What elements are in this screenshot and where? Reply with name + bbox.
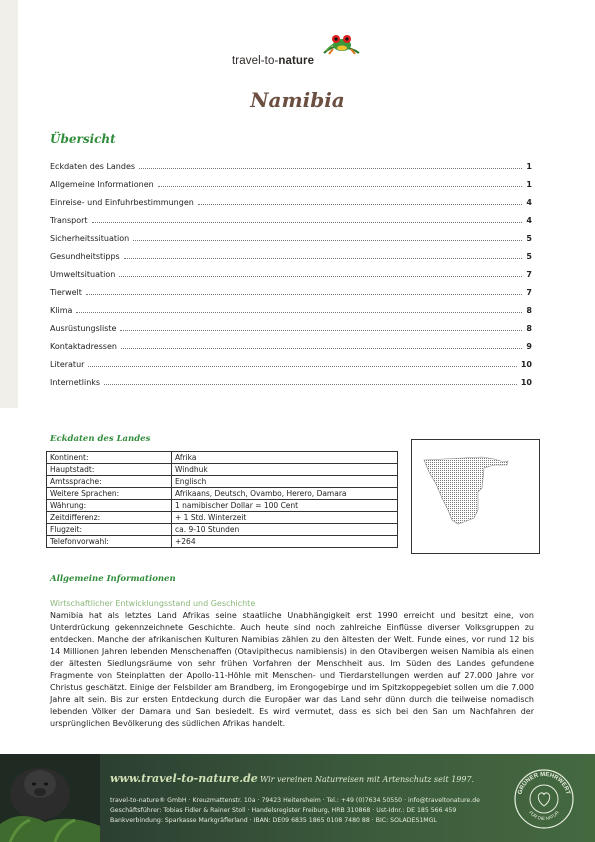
toc-leader-dots [86,288,523,295]
facts-table [46,451,398,548]
toc-leader-dots [133,234,522,241]
toc-item-label: Internetlinks [50,378,101,387]
facts-key: Währung: [47,500,172,512]
facts-row [47,512,398,524]
toc-item-page: 10 [520,378,532,387]
toc-item[interactable] [50,270,532,288]
toc-leader-dots [119,270,522,277]
toc-item-label: Sicherheitssituation [50,234,130,243]
toc-item-page: 4 [526,198,532,207]
facts-value: Englisch [172,476,398,488]
gorilla-photo-icon [0,754,100,842]
footer-url-link[interactable]: www.travel-to-nature.de [110,772,258,785]
footer-bank: Bankverbindung: Sparkasse Markgräflerland · IBAN: DE09 6835 1865 0108 7480 88 · BIC: SOLADES1MGL [110,817,437,824]
history-paragraph: Namibia hat als letztes Land Afrikas seine staatliche Unabhängigkeit erst 1990 erreicht und besitzt eine, von Unterdrückung gekennzeichnete Geschichte. Auch heute sind noch zahlreiche Einflüsse diverser Volksgruppen zu entdecken. Manche der afrikanischen Kulturen Namibias zählen zu den ältesten der Welt. Funde eines, vor rund 12 bis 14 Millionen Jahren lebenden Menschenaffen (Otavipithecus namibiensis) in den Otavibergen weisen Namibia als einen der ältesten Siedlungsräume von sehr frühen Vorfahren der Menschheit aus. Im Süden des Landes gefundene Fragmente von Steinplatten der Apollo-11-Höhle mit Menschen- und Tierdarstellungen werden auf 27.000 Jahre vor Christus geschätzt. Einige der Felsbilder am Brandberg, im Erongogebirge und im Spitzkoppegebiet sollen um die 7.000 Jahre alt sein. Bis zur ersten Entdeckung durch die Europäer war das Land sehr dünn durch die teilweise nomadisch lebenden Völker der Damara und San besiedelt. Es wird vermutet, dass es sich bei den San um Nachfahren der ursprünglichen Bevölkerung des südlichen Afrikas handelt. [50,611,534,728]
toc-leader-dots [92,216,523,223]
toc-leader-dots [158,180,523,187]
facts-value: Afrikaans, Deutsch, Ovambo, Herero, Damara [172,488,398,500]
facts-row [47,500,398,512]
toc-item-page: 9 [526,342,532,351]
page-title: Namibia [250,88,345,112]
facts-value: 1 namibischer Dollar = 100 Cent [172,500,398,512]
toc-item-page: 7 [526,270,532,279]
facts-heading: Eckdaten des Landes [50,434,151,444]
footer [0,754,595,842]
toc-item[interactable] [50,198,532,216]
toc-leader-dots [76,306,522,313]
toc-leader-dots [139,162,522,169]
table-of-contents [50,162,532,396]
toc-leader-dots [120,324,522,331]
left-margin-band [0,0,18,408]
toc-item[interactable] [50,162,532,180]
toc-item[interactable] [50,342,532,360]
toc-item[interactable] [50,288,532,306]
toc-item-page: 8 [526,324,532,333]
toc-item-label: Allgemeine Informationen [50,180,154,189]
toc-leader-dots [88,360,516,367]
toc-item-label: Umweltsituation [50,270,116,279]
facts-row [47,464,398,476]
footer-address: travel-to-nature® GmbH · Kreuzmattenstr. 10a · 79423 Heitersheim · Tel.: +49 (0)7634 50550 · info@traveltonature.de [110,797,480,804]
toc-item-page: 1 [526,162,532,171]
logo-wordmark[interactable] [232,55,314,67]
toc-item-label: Transport [50,216,88,225]
svg-text:GRÜNER MEHRWERT [517,772,570,796]
toc-item-label: Literatur [50,360,85,369]
toc-item[interactable] [50,216,532,234]
facts-row [47,488,398,500]
toc-leader-dots [124,252,523,259]
facts-row [47,452,398,464]
toc-item-page: 10 [520,360,532,369]
facts-key: Telefonvorwahl: [47,536,172,548]
overview-heading: Übersicht [50,132,116,146]
toc-item[interactable] [50,306,532,324]
facts-row [47,536,398,548]
toc-item[interactable] [50,378,532,396]
footer-registry: Geschäftsführer: Tobias Fidler & Rainer Stoll · Handelsregister Freiburg, HRB 310868 · Ust-Idnr.: DE 185 566 459 [110,807,457,814]
facts-row [47,476,398,488]
namibia-map [411,439,540,554]
seal-top-text: GRÜNER MEHRWERT [517,771,571,796]
toc-item-label: Einreise- und Einfuhrbestimmungen [50,198,194,207]
toc-item-page: 8 [526,306,532,315]
logo-text-prefix: travel-to- [232,55,279,67]
gruener-mehrwert-seal-icon [513,768,575,830]
footer-slogan: Wir vereinen Naturreisen mit Artenschutz seit 1997. [260,775,475,784]
facts-value: + 1 Std. Winterzeit [172,512,398,524]
facts-key: Amtssprache: [47,476,172,488]
facts-key: Flugzeit: [47,524,172,536]
toc-leader-dots [121,342,522,349]
toc-item-page: 7 [526,288,532,297]
toc-item[interactable] [50,180,532,198]
svg-text:FÜR DIE NATUR [528,809,560,821]
facts-row [47,524,398,536]
facts-value: ca. 9-10 Stunden [172,524,398,536]
namibia-map-icon [412,440,539,553]
seal-bottom-text: FÜR DIE NATUR [528,809,560,822]
toc-item-label: Gesundheitstipps [50,252,120,261]
toc-leader-dots [198,198,523,205]
history-subheading: Wirtschaftlicher Entwicklungsstand und Geschichte [50,599,256,608]
frog-logo-icon [322,31,360,59]
facts-value: +264 [172,536,398,548]
logo-text-bold: nature [278,55,315,67]
toc-item[interactable] [50,324,532,342]
toc-item[interactable] [50,252,532,270]
toc-item-page: 5 [526,234,532,243]
toc-item-page: 4 [526,216,532,225]
toc-item-page: 5 [526,252,532,261]
toc-leader-dots [104,378,517,385]
toc-item[interactable] [50,360,532,378]
toc-item-page: 1 [526,180,532,189]
toc-item-label: Klima [50,306,73,315]
general-info-heading: Allgemeine Informationen [50,574,176,584]
facts-value: Afrika [172,452,398,464]
facts-value: Windhuk [172,464,398,476]
facts-key: Zeitdifferenz: [47,512,172,524]
facts-key: Hauptstadt: [47,464,172,476]
toc-item-label: Tierwelt [50,288,82,297]
toc-item-label: Eckdaten des Landes [50,162,136,171]
facts-key: Kontinent: [47,452,172,464]
toc-item[interactable] [50,234,532,252]
toc-item-label: Ausrüstungsliste [50,324,117,333]
toc-item-label: Kontaktadressen [50,342,117,351]
facts-key: Weitere Sprachen: [47,488,172,500]
